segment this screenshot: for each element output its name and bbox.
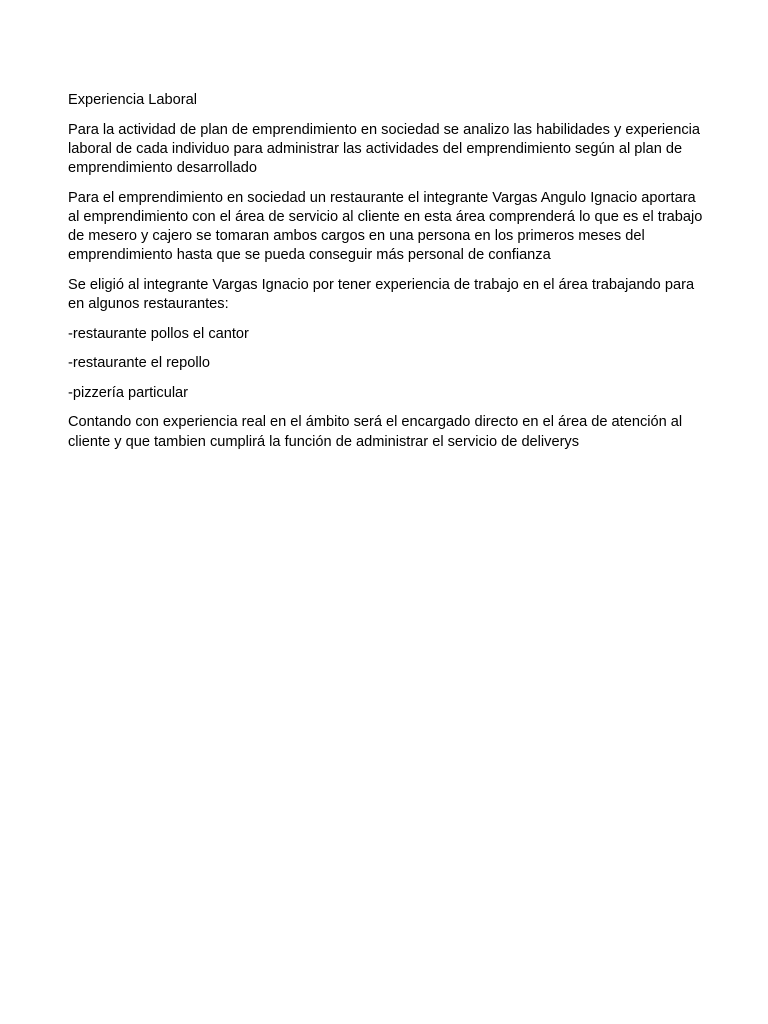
paragraph-selection-reason: Se eligió al integrante Vargas Ignacio por tener experiencia de trabajo en el área trabajando para en algunos restaurantes: [68,276,695,312]
list-item-restaurant-1: -restaurante pollos el cantor [68,325,249,342]
paragraph-intro: Para la actividad de plan de emprendimiento en sociedad se analizo las habilidades y experiencia laboral de cada individuo para administrar las actividades del emprendimiento según al plan de emprendimiento desarrollado [68,121,700,176]
document-title: Experiencia Laboral [68,92,197,108]
paragraph-conclusion: Contando con experiencia real en el ámbito será el encargado directo en el área de atención al cliente y que tambien cumplirá la función de administrar el servicio de deliverys [68,414,683,450]
paragraph-restaurant-role: Para el emprendimiento en sociedad un restaurante el integrante Vargas Angulo Ignacio aportara al emprendimiento con el área de servicio al cliente en esta área comprenderá lo que es el trabajo de mesero y cajero se tomaran ambos cargos en una persona en los primeros meses del emprendimiento hasta que se pueda conseguir más personal de confianza [68,189,703,264]
list-item-restaurant-3: -pizzería particular [68,384,189,401]
document-page [68,91,704,462]
list-item-restaurant-2: -restaurante el repollo [68,355,210,372]
